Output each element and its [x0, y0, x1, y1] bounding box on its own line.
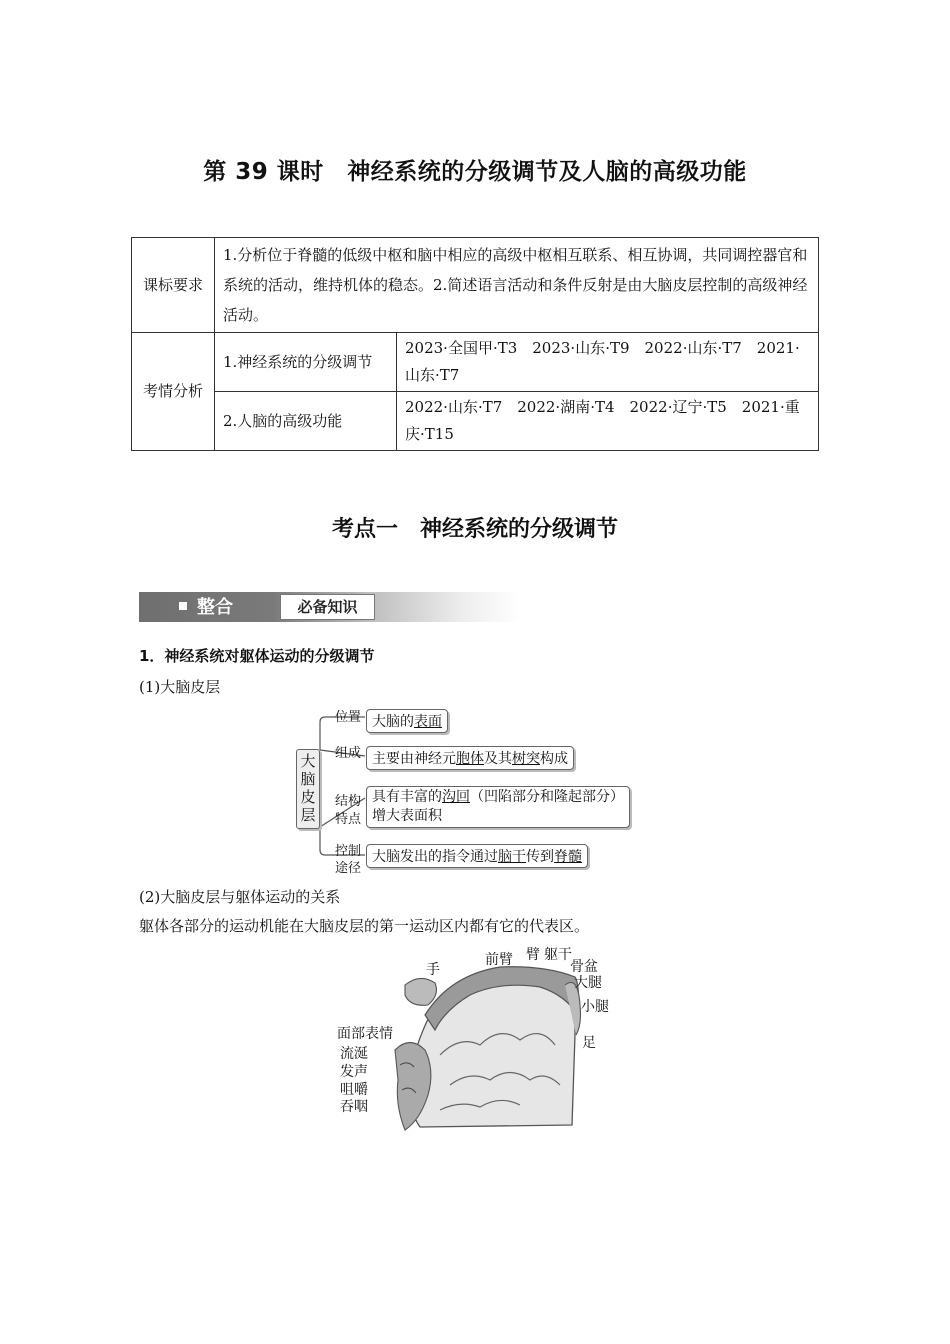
curriculum-table: [131, 237, 819, 451]
label-arm: 臂: [526, 947, 540, 963]
topic-1: 1.神经系统的分级调节: [215, 333, 397, 392]
standards-text: 1.分析位于脊髓的低级中枢和脑中相应的高级中枢相互联系、相互协调，共同调控器官和系统的活动，维持机体的稳态。2.简述语言活动和条件反射是由大脑皮层控制的高级神经活动。: [215, 238, 819, 333]
position-label: 位置: [335, 710, 362, 725]
banner-sub: 必备知识: [280, 594, 375, 620]
item-paragraph: 躯体各部分的运动机能在大脑皮层的第一运动区内都有它的代表区。: [139, 917, 590, 935]
banner-main: 整合: [197, 597, 233, 618]
topic-2: 2.人脑的高级功能: [215, 392, 397, 451]
structure-box: 具有丰富的沟回（凹陷部分和隆起部分） 增大表面积: [366, 786, 630, 828]
label-thigh: 大腿: [574, 975, 602, 991]
label-hand: 手: [426, 962, 440, 978]
item-heading-1: 1．神经系统对躯体运动的分级调节: [139, 647, 375, 665]
diagram-root: 大脑皮层: [296, 749, 320, 829]
analysis-head: 考情分析: [132, 333, 215, 451]
label-pelvis: 骨盆: [570, 959, 598, 975]
refs-1: 2023·全国甲·T3 2023·山东·T9 2022·山东·T7 2021·山东·T7: [397, 333, 819, 392]
label-swallow: 吞咽: [340, 1099, 368, 1115]
control-label-2: 途径: [335, 861, 362, 876]
label-foot: 足: [582, 1035, 596, 1051]
label-salivate: 流涎: [340, 1046, 368, 1062]
label-face: 面部表情: [337, 1026, 393, 1042]
motor-cortex-illustration: [380, 955, 590, 1135]
control-label-1: 控制: [335, 844, 362, 859]
item-heading-1-1: (1)大脑皮层: [139, 678, 221, 696]
section-title: 考点一 神经系统的分级调节: [331, 517, 618, 542]
label-vocal: 发声: [340, 1064, 368, 1080]
position-box: 大脑的表面: [366, 709, 448, 733]
section-banner: [139, 592, 521, 622]
label-chew: 咀嚼: [340, 1082, 368, 1098]
label-trunk: 躯干: [544, 947, 572, 963]
page-title: 第 39 课时 神经系统的分级调节及人脑的高级功能: [203, 159, 747, 185]
standards-head: 课标要求: [132, 238, 215, 333]
composition-box: 主要由神经元胞体及其树突构成: [366, 746, 574, 770]
item-heading-1-2: (2)大脑皮层与躯体运动的关系: [139, 888, 341, 906]
structure-label-1: 结构: [335, 794, 362, 809]
label-forearm: 前臂: [485, 952, 513, 968]
structure-label-2: 特点: [335, 812, 362, 827]
square-icon: [179, 602, 187, 610]
label-shank: 小腿: [581, 999, 609, 1015]
control-box: 大脑发出的指令通过脑干传到脊髓: [366, 844, 588, 868]
composition-label: 组成: [335, 746, 362, 761]
refs-2: 2022·山东·T7 2022·湖南·T4 2022·辽宁·T5 2021·重庆·T15: [397, 392, 819, 451]
